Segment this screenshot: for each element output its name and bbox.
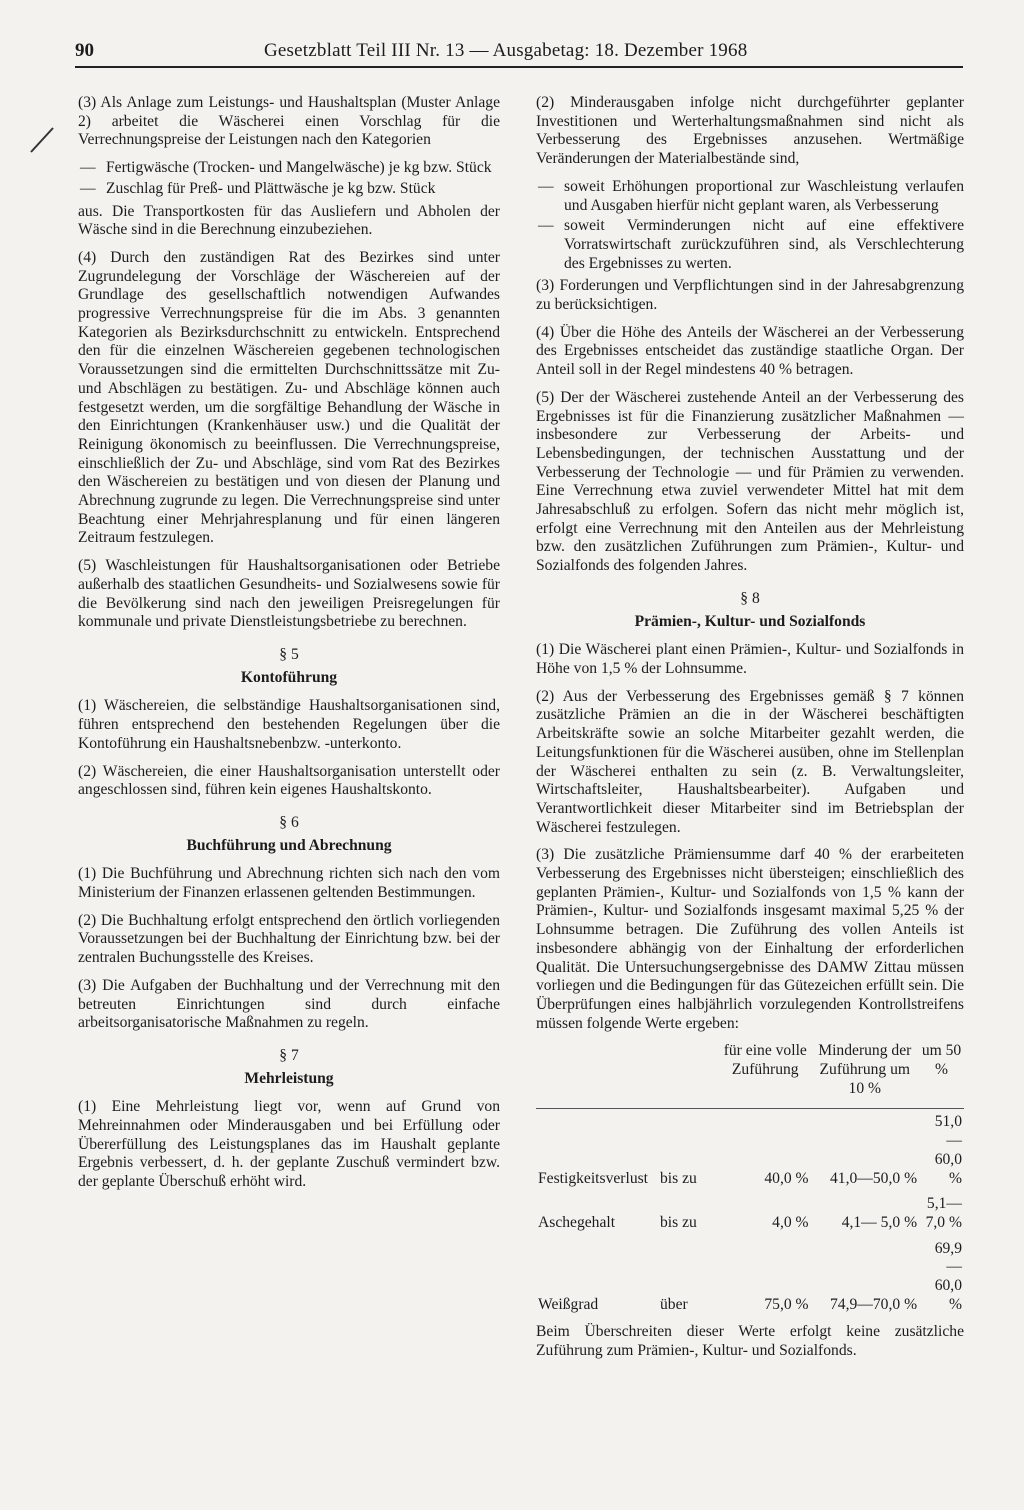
paragraph-7-4: (4) Über die Höhe des Anteils der Wäscherei an der Verbesserung des Ergebnisses entscheidet das zuständige staatliche Organ. Der Anteil soll in der Regel mindestens 40 % betragen. <box>536 323 964 379</box>
section-6-number: § 6 <box>279 813 299 831</box>
row-label: Aschegehalt <box>538 1213 616 1231</box>
row-condition: bis zu <box>660 1169 697 1187</box>
inventory-change-list <box>536 178 964 274</box>
section-7-title: Mehrleistung <box>244 1069 334 1087</box>
header-title: Gesetzblatt Teil III Nr. 13 — Ausgabetag: 18. Dezember 1968 <box>264 40 748 61</box>
paragraph-7-2: (2) Minderausgaben infolge nicht durchgeführter geplanter Investitionen und Werterhaltungsmaßnahmen sind nicht als Verbesserung des Ergebnisses anzusehen. Wertmäßige Veränderungen der Materialbestände sind, <box>536 94 964 168</box>
cell-minus-50: 5,1— 7,0 % <box>925 1195 962 1231</box>
table-row <box>536 1191 964 1235</box>
table-header: um 50 % <box>921 1042 962 1079</box>
paragraph-8-2: (2) Aus der Verbesserung des Ergebnisses gemäß § 7 können zusätzliche Prämien an die in der Wäscherei beschäftigten Arbeitskräfte sowie an solche Mitarbeiter gezahlt werden, die Leitungsfunktionen für die Wäscherei ausüben, ohne im Stellenplan der Wäscherei enthalten zu sein (z. B. Verwaltungsleiter, Wirtschaftsleiter, Haushaltsbearbeiter). Aufgaben und Verantwortlichkeit dieser Mitarbeiter sind im Betriebsplan der Wäscherei festzulegen. <box>536 687 964 836</box>
table-header-blank <box>536 1042 720 1104</box>
margin-pen-mark <box>28 126 56 154</box>
page-number: 90 <box>75 40 94 61</box>
paragraph-4-3: (3) Als Anlage zum Leistungs- und Haushaltsplan (Muster Anlage 2) arbeitet die Wäscherei einen Vorschlag für die Verrechnungspreise der Leistungen nach den Kategorien <box>78 94 500 149</box>
paragraph-4-5: (5) Waschleistungen für Haushaltsorganisationen oder Betriebe außerhalb des staatlichen Gesundheits- und Sozialwesens sowie für die Bevölkerung sind nach den jeweiligen Preisregelungen für kommunale und private Dienstleistungsbetriebe zu berechnen. <box>78 557 500 631</box>
closing-paragraph: Beim Überschreiten dieser Werte erfolgt keine zusätzliche Zuführung zum Prämien-, Kultur- und Sozialfonds. <box>536 1323 964 1360</box>
row-condition: über <box>660 1295 688 1313</box>
paragraph-6-3: (3) Die Aufgaben der Buchhaltung und der Verrechnung mit den betreuten Einrichtungen sind durch einfache arbeitsorganisatorische Maßnahmen zu regeln. <box>78 976 500 1032</box>
paragraph-7-1: (1) Eine Mehrleistung liegt vor, wenn auf Grund von Mehreinnahmen oder Minderausgaben und bei Erfüllung oder Übererfüllung des Leistungsplanes das im Haushalt geplante Ergebnis verbessert, d. h. der geplante Zuschuß vermindert bzw. der geplante Überschuß erhöht wird. <box>78 1098 500 1191</box>
section-8-number: § 8 <box>740 589 760 607</box>
list-item: — Zuschlag für Preß- und Plättwäsche je kg bzw. Stück <box>78 180 500 199</box>
table-row <box>536 1236 964 1318</box>
left-column <box>78 94 500 1201</box>
right-column <box>536 94 964 1370</box>
table-header: Minderung der Zuführung um 10 % <box>818 1042 912 1097</box>
list-item: — Fertigwäsche (Trocken- und Mangelwäsche) je kg bzw. Stück <box>78 159 500 178</box>
cell-minus-50: 51,0—60,0 % <box>934 1113 962 1187</box>
list-item: — soweit Verminderungen nicht auf eine effektivere Vorratswirtschaft zurückzuführen sind, als Verschlechterung des Ergebnisses zu werten. <box>536 217 964 273</box>
paragraph-6-2: (2) Die Buchhaltung erfolgt entsprechend den örtlich vorliegenden Voraussetzungen bei der Buchhaltung der Einrichtung bzw. bei der zentralen Buchungsstelle des Kreises. <box>78 911 500 967</box>
section-8-title: Prämien-, Kultur- und Sozialfonds <box>634 612 866 630</box>
cell-minus-10: 74,9—70,0 % <box>830 1295 918 1313</box>
list-item: — soweit Erhöhungen proportional zur Waschleistung verlaufen und Ausgaben hierfür nicht geplant waren, als Verbesserung <box>536 178 964 215</box>
paragraph-5-1: (1) Wäschereien, die selbständige Haushaltsorganisationen sind, führen entsprechend den bestehenden Regelungen über die Kontoführung ein Haushaltsnebenbzw. -unterkonto. <box>78 697 500 752</box>
row-condition: bis zu <box>660 1213 697 1231</box>
cell-minus-10: 4,1— 5,0 % <box>841 1213 918 1231</box>
cell-full: 40,0 % <box>764 1169 809 1187</box>
paragraph-7-3: (3) Forderungen und Verpflichtungen sind in der Jahresabgrenzung zu berücksichtigen. <box>536 277 964 314</box>
paragraph-4-3-tail: aus. Die Transportkosten für das Ausliefern und Abholen der Wäsche sind in die Berechnung einzubeziehen. <box>78 202 500 239</box>
section-7-number: § 7 <box>279 1046 299 1064</box>
section-5-title: Kontoführung <box>240 668 338 686</box>
row-label: Weißgrad <box>538 1295 599 1313</box>
paragraph-5-2: (2) Wäschereien, die einer Haushaltsorganisation unterstellt oder angeschlossen sind, führen kein eigenes Haushaltskonto. <box>78 762 500 799</box>
paragraph-8-1: (1) Die Wäscherei plant einen Prämien-, Kultur- und Sozialfonds in Höhe von 1,5 % der Lohnsumme. <box>536 641 964 677</box>
section-5-number: § 5 <box>279 645 299 663</box>
paragraph-4-4: (4) Durch den zuständigen Rat des Bezirkes sind unter Zugrundelegung der Vorschläge der Wäschereien auf der Grundlage des gesellschaftlich notwendigen Aufwandes progressive Verrechnungspreise für die im Abs. 3 genannten Kategorien als Bezirksdurchschnitt zu entwickeln. Entsprechend den für die einzelnen Wäschereien gegebenen technologischen Voraussetzungen sind die ermittelten Durchschnittssätze mit Zu- und Abschlägen zu bestätigen. Zu- und Abschläge können auch festgesetzt werden, um die sorgfältige Behandlung der Wäsche in den Einrichtungen (Krankenhäuser usw.) und die Qualität der Reinigung ökonomisch zu beeinflussen. Die Verrechnungspreise, einschließlich der Zu- und Abschläge, sind vom Rat des Bezirkes den Wäschereien zu bestätigen und von diesen der Planung und Abrechnung zugrunde zu legen. Die Verrechnungspreise sind unter Beachtung einer Mehrjahresplanung und für einen längeren Zeitraum festzulegen. <box>78 248 500 547</box>
cell-full: 75,0 % <box>764 1295 809 1313</box>
row-label: Festigkeitsverlust <box>538 1169 649 1187</box>
page-header <box>75 38 963 68</box>
paragraph-8-3: (3) Die zusätzliche Prämiensumme darf 40 % der erarbeiteten Verbesserung des Ergebnisses nicht übersteigen; einschließlich des geplanten Prämien-, Kultur- und Sozialfonds von 1,5 % kann der Prämien-, Kultur- und Sozialfonds insgesamt maximal 5,25 % der Lohnsumme betragen. Die Zuführung des vollen Anteils ist insbesondere abhängig von der Einhaltung der erforderlichen Qualität. Die Untersuchungsergebnisse des DAMW Zittau müssen vorliegen und die Bedingungen für das Gütezeichen erfüllt sein. Die Überprüfungen eines halbjährlich vorzulegenden Kontrollstreifens müssen folgende Werte ergeben: <box>536 846 964 1032</box>
section-6-title: Buchführung und Abrechnung <box>186 836 392 854</box>
table-row <box>536 1109 964 1191</box>
cell-minus-50: 69,9—60,0 % <box>934 1239 962 1313</box>
paragraph-6-1: (1) Die Buchführung und Abrechnung richten sich nach den vom Ministerium der Finanzen erlassenen geltenden Bestimmungen. <box>78 865 500 902</box>
quality-values-table <box>536 1042 964 1317</box>
category-list <box>78 159 500 198</box>
cell-full: 4,0 % <box>772 1213 809 1231</box>
cell-minus-10: 41,0—50,0 % <box>830 1169 918 1187</box>
table-header: für eine volle Zuführung <box>723 1042 807 1079</box>
paragraph-7-5: (5) Der der Wäscherei zustehende Anteil an der Verbesserung des Ergebnisses ist für die Finanzierung zusätzlicher Maßnahmen — insbesondere zur Verbesserung der Arbeits- und Lebensbedingungen, der technischen Ausstattung und der Verbesserung der Technologie — und für Prämien zu verwenden. Eine Verrechnung etwa zuviel verwendeter Mittel hat mit dem Jahresabschluß zu erfolgen. Sofern das nicht mehr möglich ist, erfolgt eine Verrechnung mit den Anteilen aus der Mehrleistung bzw. den zusätzlichen Zuführungen zum Prämien-, Kultur- und Sozialfonds des folgenden Jahres. <box>536 388 964 575</box>
